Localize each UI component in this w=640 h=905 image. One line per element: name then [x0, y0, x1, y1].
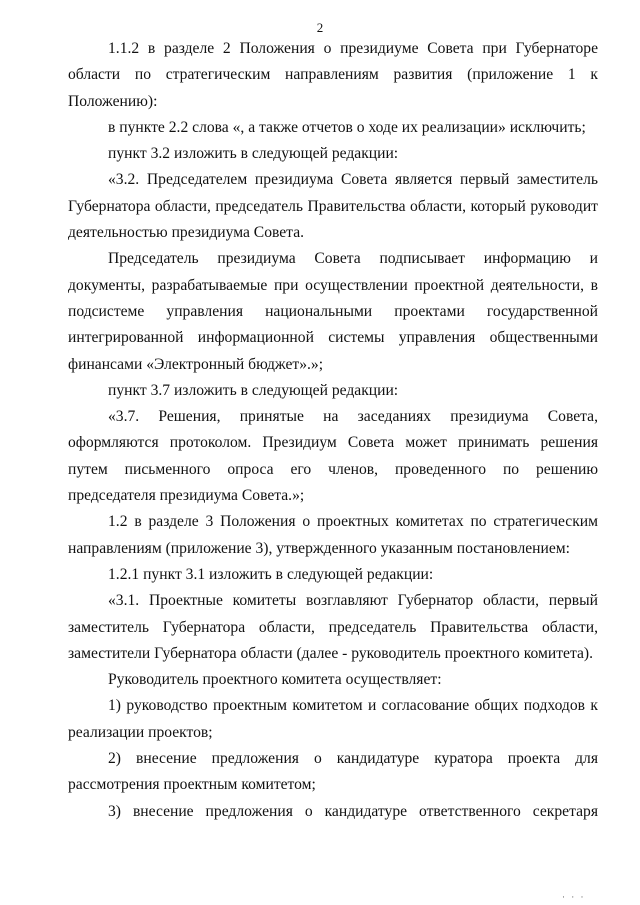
- paragraph-chairman-signs: Председатель президиума Совета подписывает информацию и документы, разрабатываемые при осуществлении проектной деятельности, в подсистеме управления национальными проектами государственной интегрированной информационной системы управления общественными финансами «Электронный бюджет».»;: [68, 250, 598, 373]
- page-number: 2: [316, 20, 324, 35]
- paragraph-head-duties: Руководитель проектного комитета осуществляет:: [108, 671, 442, 689]
- paragraph-clause-3-1-text: «3.1. Проектные комитеты возглавляют Губернатор области, первый заместитель Губернатора области, председатель Правительства области, заместители Губернатора области (далее - руководитель проектного комитета).: [68, 592, 598, 662]
- paragraph-clause-2-2: в пункте 2.2 слова «, а также отчетов о ходе их реализации» исключить;: [108, 118, 586, 136]
- footer-mark: · · ·: [562, 892, 586, 902]
- document-body: [68, 36, 598, 825]
- paragraph-duty-1: 1) руководство проектным комитетом и согласование общих подходов к реализации проектов;: [68, 697, 598, 741]
- paragraph-1-2-1: 1.2.1 пункт 3.1 изложить в следующей редакции:: [108, 565, 434, 583]
- paragraph-duty-3: 3) внесение предложения о кандидатуре ответственного секретаря: [108, 802, 598, 820]
- paragraph-duty-2: 2) внесение предложения о кандидатуре куратора проекта для рассмотрения проектным комитетом;: [68, 750, 598, 794]
- paragraph-clause-3-2-text: «3.2. Председателем президиума Совета является первый заместитель Губернатора области, председатель Правительства области, который руководит деятельностью президиума Совета.: [68, 171, 598, 242]
- paragraph-1-2: 1.2 в разделе 3 Положения о проектных комитетах по стратегическим направлениям (приложение 3), утвержденного указанным постановлением:: [68, 513, 598, 557]
- paragraph-1-1-2: 1.1.2 в разделе 2 Положения о президиуме Совета при Губернаторе области по стратегическим направлениям развития (приложение 1 к Положению):: [68, 40, 598, 110]
- paragraph-clause-3-7-intro: пункт 3.7 изложить в следующей редакции:: [108, 381, 399, 399]
- paragraph-clause-3-7-text: «3.7. Решения, принятые на заседаниях президиума Совета, оформляются протоколом. Президиум Совета может принимать решения путем письменного опроса его членов, проведенного по решению председателя президиума Совета.»;: [68, 408, 598, 505]
- paragraph-clause-3-2-intro: пункт 3.2 изложить в следующей редакции:: [108, 145, 399, 163]
